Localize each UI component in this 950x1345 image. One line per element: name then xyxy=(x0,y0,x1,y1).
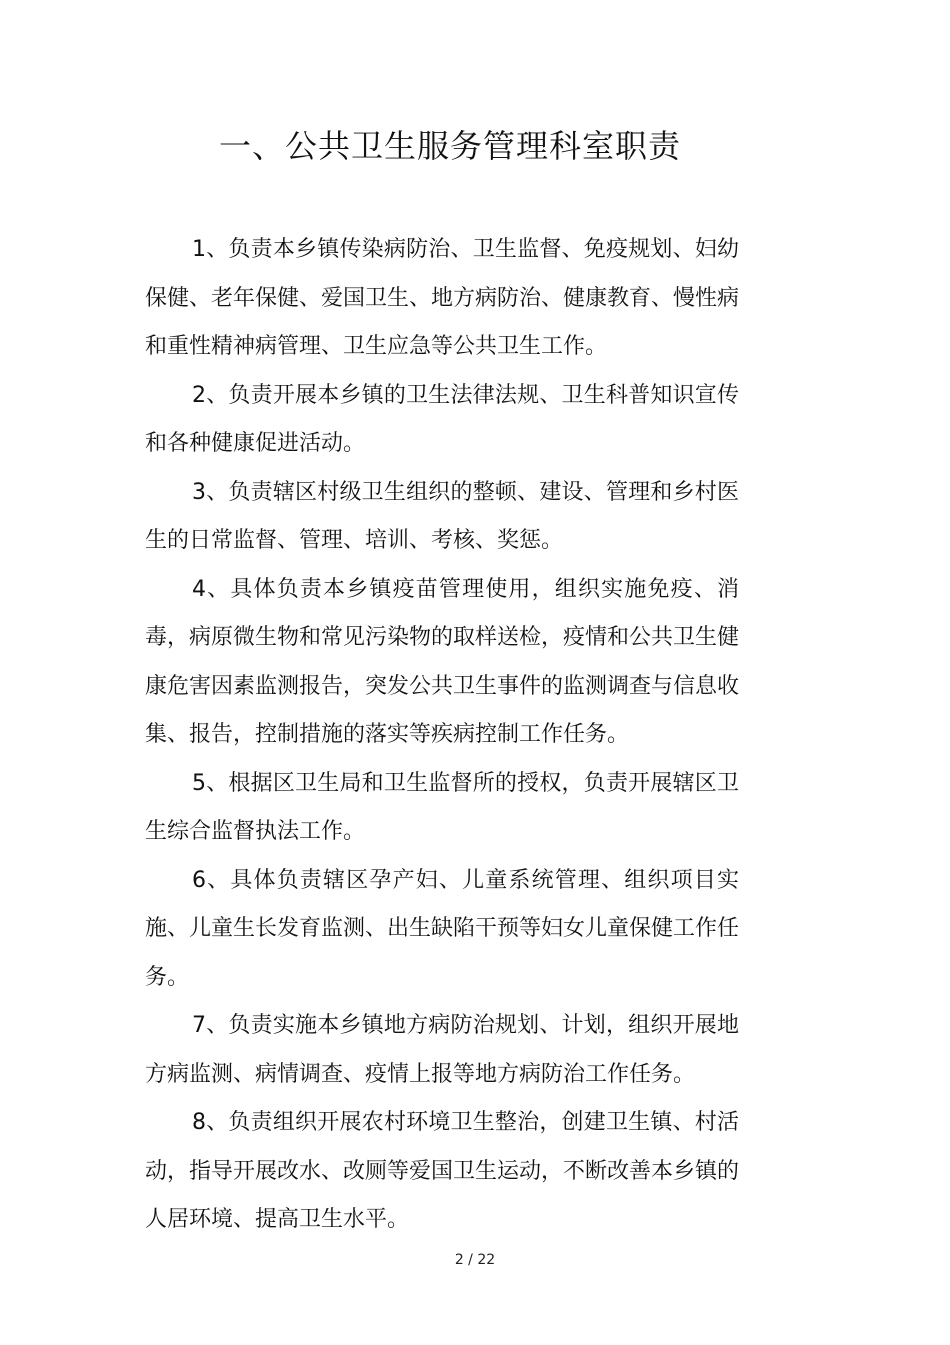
paragraph-2: 2、负责开展本乡镇的卫生法律法规、卫生科普知识宣传和各种健康促进活动。 xyxy=(145,382,739,456)
paragraph-5: 5、根据区卫生局和卫生监督所的授权，负责开展辖区卫生综合监督执法工作。 xyxy=(145,770,739,844)
paragraph-1: 1、负责本乡镇传染病防治、卫生监督、免疫规划、妇幼保健、老年保健、爱国卫生、地方病防治、健康教育、慢性病和重性精神病管理、卫生应急等公共卫生工作。 xyxy=(145,237,740,359)
paragraph-4: 4、具体负责本乡镇疫苗管理使用，组织实施免疫、消毒，病原微生物和常见污染物的取样送检，疫情和公共卫生健康危害因素监测报告，突发公共卫生事件的监测调查与信息收集、报告，控制措施的落实等疾病控制工作任务。 xyxy=(145,576,740,747)
paragraph-8: 8、负责组织开展农村环境卫生整治，创建卫生镇、村活动，指导开展改水、改厕等爱国卫生运动，不断改善本乡镇的人居环境、提高卫生水平。 xyxy=(145,1110,740,1232)
page-title: 一、公共卫生服务管理科室职责 xyxy=(218,127,681,165)
paragraph-6: 6、具体负责辖区孕产妇、儿童系统管理、组织项目实施、儿童生长发育监测、出生缺陷干预等妇女儿童保健工作任务。 xyxy=(145,867,740,990)
paragraph-3: 3、负责辖区村级卫生组织的整顿、建设、管理和乡村医生的日常监督、管理、培训、考核、奖惩。 xyxy=(145,479,739,553)
paragraph-7: 7、负责实施本乡镇地方病防治规划、计划，组织开展地方病监测、病情调查、疫情上报等地方病防治工作任务。 xyxy=(145,1013,739,1087)
document-body xyxy=(145,226,739,1245)
page-number: 2 / 22 xyxy=(454,1252,496,1268)
